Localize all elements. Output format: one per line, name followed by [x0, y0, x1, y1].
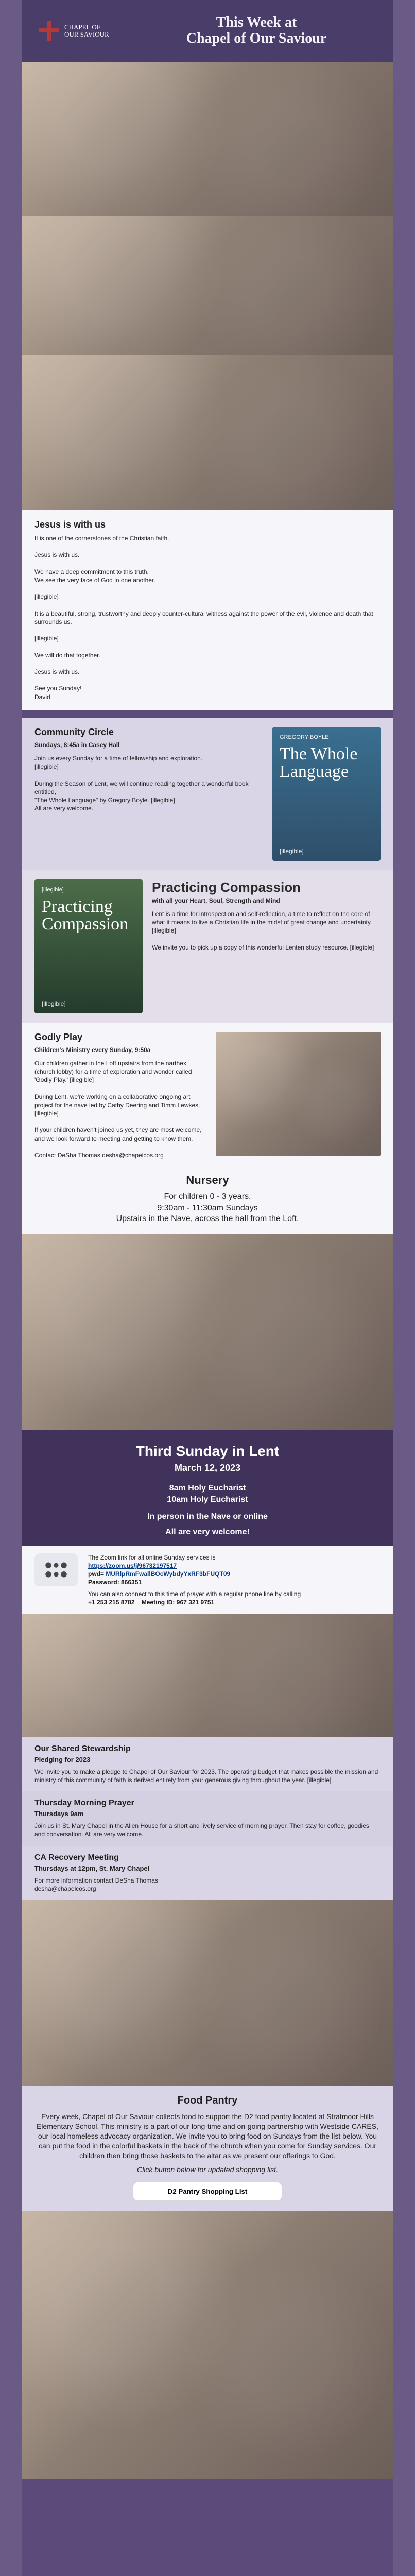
book-cover-practicing-compassion — [34, 879, 143, 1013]
zoom-pwd-value[interactable]: MURlpRmFwallBOcWybdyYxRF3bFUQT09 — [106, 1570, 231, 1578]
zoom-icon — [34, 1553, 78, 1586]
cross-icon — [39, 21, 59, 41]
book-title: Practicing Compassion — [42, 896, 129, 934]
section-body: Join us every Sunday for a time of fellowship and exploration. [illegible] During the Season of Lent, we will continue reading together a wonderful book entitled, "The Whole Language" by Gregory Boyle. [illegible] All are very welcome. — [34, 754, 249, 812]
section-subtitle: Sundays, 8:45a in Casey Hall — [34, 741, 120, 749]
section-title: Food Pantry — [177, 2095, 238, 2106]
section-title: Godly Play — [34, 1031, 83, 1042]
zoom-meeting-id: 967 321 9751 — [176, 1598, 215, 1606]
section-subtitle: Thursdays at 12pm, St. Mary Chapel — [34, 1864, 150, 1872]
section-ca-recovery — [22, 1846, 393, 1900]
practicing-compassion-text — [152, 879, 381, 952]
section-subtitle: with all your Heart, Soul, Strength and Mind — [152, 896, 280, 904]
zoom-after: You can also connect to this time of prayer with a regular phone line by calling — [88, 1590, 301, 1598]
zoom-details — [88, 1553, 381, 1606]
divider — [22, 710, 393, 718]
third-sunday-date: March 12, 2023 — [174, 1462, 241, 1473]
godly-play-text — [34, 1032, 206, 1159]
book-title: The Whole Language — [280, 744, 358, 781]
section-subtitle: Pledging for 2023 — [34, 1755, 91, 1764]
section-godly-play — [22, 1023, 393, 1168]
practicing-compassion-row — [34, 879, 381, 1013]
third-sunday-title: Third Sunday in Lent — [135, 1443, 280, 1459]
d2-pantry-shopping-list-button[interactable]: D2 Pantry Shopping List — [133, 2182, 282, 2201]
zoom-link[interactable]: https://zoom.us/j/96732197517 — [88, 1562, 177, 1569]
section-body: Every week, Chapel of Our Saviour collects food to support the D2 food pantry located at Stratmoor Hills Elementary School. This ministry is a part of our long-time and on-going partnership with Westside CARES, our local homeless advocacy organization. We invite you to bring food on Sundays from the list below. You can put the food in the colorful baskets in the back of the church when you come for Sunday services. Our children then bring those baskets to the altar as we present our offerings to God. — [36, 2112, 378, 2160]
section-title: Practicing Compassion — [152, 879, 301, 895]
section-title: Our Shared Stewardship — [34, 1744, 131, 1753]
hero-photo-3 — [22, 355, 393, 510]
section-subtitle: Thursdays 9am — [34, 1810, 84, 1818]
altar-photo — [22, 1614, 393, 1737]
newsletter-page — [22, 0, 393, 2576]
section-title: Nursery — [186, 1174, 229, 1187]
zoom-password — [88, 1578, 381, 1586]
section-body: For children 0 - 3 years. 9:30am - 11:30am Sundays Upstairs in the Nave, across the hall from the Loft. — [116, 1192, 299, 1224]
book-foot: [illegible] — [42, 999, 66, 1007]
newsletter-header — [22, 0, 393, 62]
section-zoom — [22, 1546, 393, 1614]
chapel-interior-photo — [22, 1900, 393, 2086]
book-foot: [illegible] — [280, 847, 304, 855]
book-cover-the-whole-language — [272, 727, 381, 861]
section-third-sunday — [22, 1430, 393, 1546]
section-stewardship — [22, 1737, 393, 1791]
book-author: GREGORY BOYLE — [280, 734, 329, 740]
section-jesus — [22, 510, 393, 710]
section-body: Join us in St. Mary Chapel in the Allen House for a short and lively service of morning prayer. Then stay for coffee, goodies and conversation. All are very welcome. — [34, 1822, 369, 1838]
section-title: Community Circle — [34, 726, 114, 737]
hero-photo-2 — [22, 216, 393, 355]
third-sunday-place: In person in the Nave or online — [147, 1512, 268, 1521]
newsletter-title: This Week at Chapel of Our Saviour — [186, 14, 327, 46]
zoom-meeting-label: Meeting ID: — [141, 1598, 175, 1606]
logo-text: CHAPEL OF OUR SAVIOUR — [64, 23, 109, 38]
winter-statue-photo — [22, 2211, 393, 2479]
community-circle-text — [34, 727, 263, 813]
hero-photo-1 — [22, 62, 393, 216]
zoom-pwd-label: pwd= — [88, 1570, 105, 1578]
book-author: [illegible] — [42, 886, 64, 893]
zoom-phone: +1 253 215 8782 — [88, 1598, 135, 1606]
zoom-password-value: 866351 — [121, 1579, 142, 1586]
section-subtitle: Children's Ministry every Sunday, 9:50a — [34, 1046, 151, 1054]
section-body: Lent is a time for introspection and self-reflection, a time to reflect on the core of what it means to live a Christian life in the midst of great change and uncertainty. [illegible] We invite you to pick up a copy of this wonderful Lenten study resource. [illegible] — [152, 910, 374, 951]
section-note: Click button below for updated shopping list. — [137, 2165, 278, 2174]
section-nursery — [22, 1168, 393, 1234]
third-sunday-services: 8am Holy Eucharist 10am Holy Eucharist — [167, 1483, 248, 1504]
zoom-phone-line — [88, 1598, 381, 1606]
community-circle-row — [34, 727, 381, 861]
third-sunday-welcome: All are very welcome! — [165, 1527, 250, 1536]
section-body: We invite you to make a pledge to Chapel of Our Saviour for 2023. The operating budget that makes possible the mission and ministry of this community of faith is derived entirely from your generous giving throughout the year. [illegible] — [34, 1768, 378, 1784]
section-title: Thursday Morning Prayer — [34, 1799, 134, 1808]
section-title: Jesus is with us — [34, 519, 106, 530]
nursery-photo — [22, 1234, 393, 1430]
chapel-logo — [39, 21, 136, 41]
section-thursday-prayer — [22, 1791, 393, 1845]
section-body: Our children gather in the Loft upstairs from the narthex (church lobby) for a time of exploration and wonder called 'Godly Play.' [illegible] During Lent, we're working on a collaborative ongoing art project for the nave led by Cathy Deering and Timm Lewkes. [illegible] If your children haven't joined us yet, they are most welcome, and we look forward to meeting and getting to know them. Contact DeSha Thomas desha@chapelcos.org — [34, 1059, 202, 1159]
section-community-circle — [22, 718, 393, 870]
section-title: CA Recovery Meeting — [34, 1853, 119, 1862]
section-food-pantry — [22, 2086, 393, 2211]
section-practicing-compassion — [22, 870, 393, 1023]
section-body: For more information contact DeSha Thomas desha@chapelcos.org — [34, 1876, 158, 1892]
section-body: It is one of the cornerstones of the Christian faith. Jesus is with us. We have a deep commitment to this truth. We see the very face of God in one another. [illegible] It is a beautiful, strong, trustworthy and deeply counter-cultural witness against the power of the evil, violence and death that surrounds us. [illegible] We will do that together. Jesus is with us. See you Sunday! David — [34, 535, 373, 701]
godly-play-row — [34, 1032, 381, 1159]
zoom-password-label: Password: — [88, 1579, 119, 1586]
zoom-line: The Zoom link for all online Sunday services is — [88, 1553, 216, 1561]
zoom-pwd — [88, 1570, 381, 1578]
godly-play-photo — [216, 1032, 381, 1156]
